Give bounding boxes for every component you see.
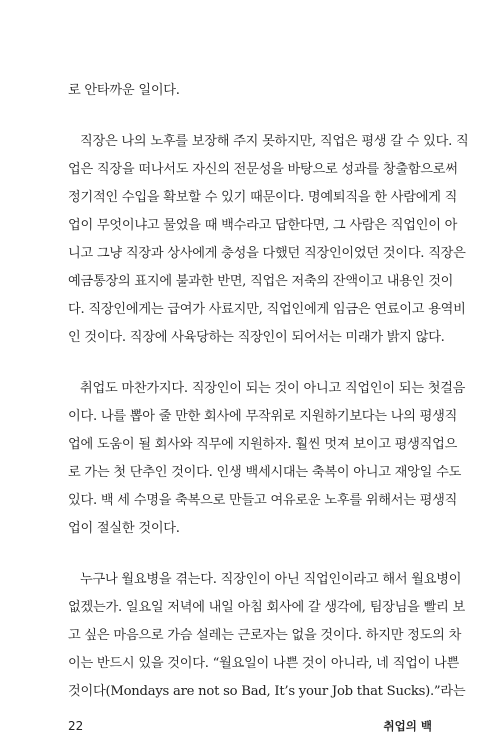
text-line: 로 가는 첫 단추인 것이다. 인생 백세시대는 축복이 아니고 재앙일 수도 xyxy=(68,465,462,480)
text-line: 다. 직장인에게는 급여가 사료지만, 직업인에게 임금은 연료이고 용역비 xyxy=(68,302,466,317)
text-line: 것이다(Mondays are not so Bad, It’s your Job that Sucks).”라는 xyxy=(68,684,466,699)
text-line: 고 싶은 마음으로 가슴 설레는 근로자는 없을 것이다. 하지만 정도의 차 xyxy=(68,628,462,643)
text-line: 업은 직장을 떠나서도 자신의 전문성을 바탕으로 성과를 창출함으로써 xyxy=(68,162,458,177)
text-line: 업이 무엇이냐고 물었을 때 백수라고 답한다면, 그 사람은 직업인이 아 xyxy=(68,218,458,233)
text-line: 예금통장의 표지에 불과한 반면, 직업은 저축의 잔액이고 내용인 것이 xyxy=(68,274,454,289)
text-line: 니고 그냥 직장과 상사에게 충성을 다했던 직장인이었던 것이다. 직장은 xyxy=(68,246,466,261)
text-line: 누구나 월요병을 겪는다. 직장인이 아닌 직업인이라고 해서 월요병이 xyxy=(80,572,462,587)
text-line: 있다. 백 세 수명을 축복으로 만들고 여유로운 노후를 위해서는 평생직 xyxy=(68,493,458,508)
text-line: 이는 반드시 있을 것이다. “월요일이 나쁜 것이 아니라, 네 직업이 나쁜 xyxy=(68,656,459,671)
text-line: 없겠는가. 일요일 저녁에 내일 아침 회사에 갈 생각에, 팀장님을 빨리 보 xyxy=(68,600,465,615)
text-line: 인 것이다. 직장에 사육당하는 직장인이 되어서는 미래가 밝지 않다. xyxy=(68,330,445,345)
text-line: 취업도 마찬가지다. 직장인이 되는 것이 아니고 직업인이 되는 첫걸음 xyxy=(80,381,466,396)
text-line: 직장은 나의 노후를 보장해 주지 못하지만, 직업은 평생 갈 수 있다. 직 xyxy=(80,134,469,149)
text-line: 이다. 나를 뽑아 줄 만한 회사에 무작위로 지원하기보다는 나의 평생직 xyxy=(68,409,458,424)
text-line: 업이 절실한 것이다. xyxy=(68,521,180,536)
running-title: 취업의 백 xyxy=(383,719,432,733)
page-number: 22 xyxy=(68,719,84,733)
text-line: 업에 도움이 될 회사와 직무에 지원하자. 훨씬 멋져 보이고 평생직업으 xyxy=(68,437,458,452)
text-line: 정기적인 수입을 확보할 수 있기 때문이다. 명예퇴직을 한 사람에게 직 xyxy=(68,190,458,205)
text-line: 로 안타까운 일이다. xyxy=(68,83,180,98)
